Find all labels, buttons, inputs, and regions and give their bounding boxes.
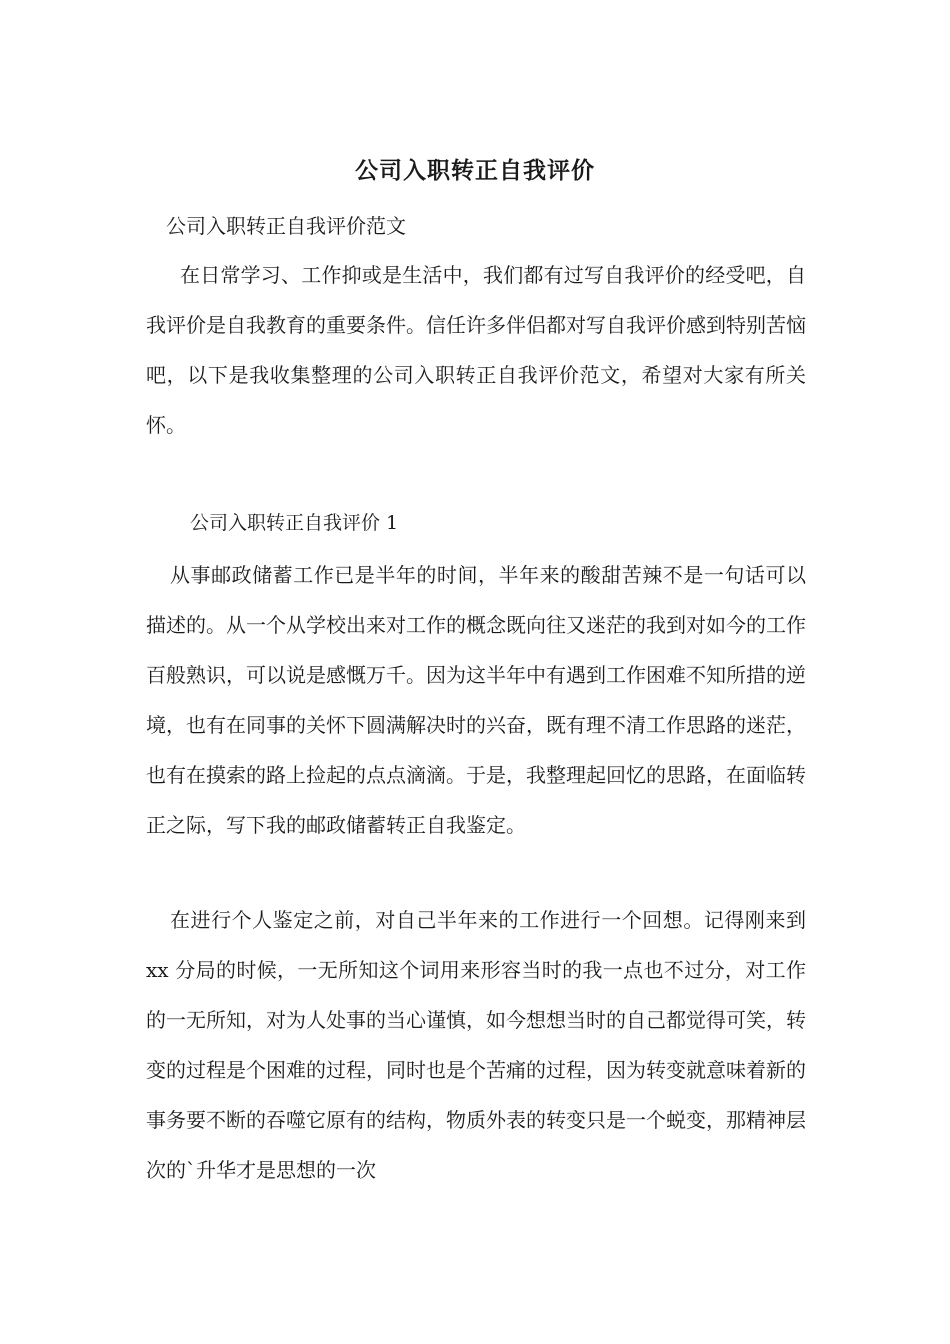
document-subtitle: 公司入职转正自我评价范文 — [166, 214, 406, 238]
intro-paragraph: 在日常学习、工作抑或是生活中，我们都有过写自我评价的经受吧，自我评价是自我教育的重要条件。信任许多伴侣都对写自我评价感到特别苦恼吧，以下是我收集整理的公司入职转正自我评价范文，希望对大家有所关怀。 — [146, 263, 806, 437]
body-paragraph-1: 从事邮政储蓄工作已是半年的时间，半年来的酸甜苦辣不是一句话可以描述的。从一个从学校出来对工作的概念既向往又迷茫的我到对如今的工作百般熟识，可以说是感慨万千。因为这半年中有遇到工作困难不知所措的逆境，也有在同事的关怀下圆满解决时的兴奋，既有理不清工作思路的迷茫，也有在摸索的路上捡起的点点滴滴。于是，我整理起回忆的思路，在面临转正之际，写下我的邮政储蓄转正自我鉴定。 — [146, 563, 806, 837]
body-paragraph-2: 在进行个人鉴定之前，对自己半年来的工作进行一个回想。记得刚来到 xx 分局的时候，一无所知这个词用来形容当时的我一点也不过分，对工作的一无所知，对为人处事的当心谨慎，如今想想当时的自己都觉得可笑，转变的过程是个困难的过程，同时也是个苦痛的过程，因为转变就意味着新的事务要不断的吞噬它原有的结构，物质外表的转变只是一个蜕变，那精神层次的`升华才是思想的一次 — [146, 908, 806, 1182]
document-title: 公司入职转正自我评价 — [355, 157, 595, 184]
section-title: 公司入职转正自我评价 1 — [190, 512, 399, 534]
